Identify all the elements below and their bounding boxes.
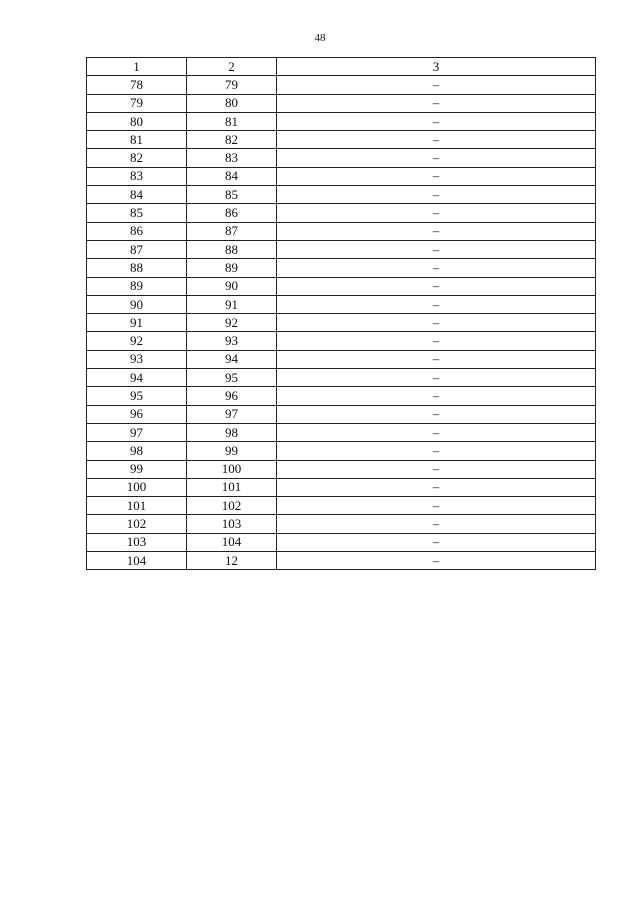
table-row: [87, 369, 596, 387]
table-row: [87, 442, 596, 460]
table-cell: 87: [187, 222, 277, 240]
table-cell: 104: [87, 552, 187, 570]
table-cell: 95: [87, 387, 187, 405]
table-row: [87, 314, 596, 332]
table-cell: 101: [187, 478, 277, 496]
table-cell: –: [277, 387, 596, 405]
table-cell: 12: [187, 552, 277, 570]
table-cell: –: [277, 76, 596, 94]
table-row: [87, 94, 596, 112]
table-cell: 98: [187, 423, 277, 441]
table-cell: 102: [87, 515, 187, 533]
table-cell: –: [277, 131, 596, 149]
table-cell: 84: [87, 186, 187, 204]
table-row: [87, 460, 596, 478]
table-row: [87, 186, 596, 204]
table-cell: –: [277, 369, 596, 387]
table-cell: 91: [87, 314, 187, 332]
table-cell: –: [277, 405, 596, 423]
table-cell: –: [277, 259, 596, 277]
table-cell: 89: [187, 259, 277, 277]
table-cell: 85: [87, 204, 187, 222]
table-cell: 80: [87, 112, 187, 130]
table-cell: 97: [187, 405, 277, 423]
table-cell: 90: [187, 277, 277, 295]
table-cell: –: [277, 204, 596, 222]
table-row: [87, 76, 596, 94]
table-row: [87, 277, 596, 295]
table-cell: –: [277, 533, 596, 551]
table-row: [87, 167, 596, 185]
table-cell: 87: [87, 240, 187, 258]
table-cell: 83: [187, 149, 277, 167]
table-cell: 79: [87, 94, 187, 112]
table-cell: 85: [187, 186, 277, 204]
table-cell: 89: [87, 277, 187, 295]
table-row: [87, 405, 596, 423]
table-cell: –: [277, 149, 596, 167]
table-cell: –: [277, 314, 596, 332]
table-cell: 86: [87, 222, 187, 240]
table-row: [87, 259, 596, 277]
column-header: 3: [277, 58, 596, 76]
table-row: [87, 222, 596, 240]
table-cell: 83: [87, 167, 187, 185]
table-cell: 103: [87, 533, 187, 551]
page-number: 48: [314, 32, 326, 44]
table-cell: –: [277, 186, 596, 204]
table-row: [87, 478, 596, 496]
table-cell: –: [277, 552, 596, 570]
table-cell: 88: [187, 240, 277, 258]
table-cell: 93: [87, 350, 187, 368]
column-header: 2: [187, 58, 277, 76]
table-cell: –: [277, 277, 596, 295]
table-row: [87, 149, 596, 167]
table-cell: 103: [187, 515, 277, 533]
table-cell: 90: [87, 295, 187, 313]
table-cell: –: [277, 332, 596, 350]
table-cell: –: [277, 423, 596, 441]
table-row: [87, 204, 596, 222]
table-cell: 78: [87, 76, 187, 94]
table-cell: –: [277, 295, 596, 313]
table-cell: 99: [187, 442, 277, 460]
table-row: [87, 515, 596, 533]
table-cell: 92: [187, 314, 277, 332]
table-cell: 79: [187, 76, 277, 94]
table-cell: –: [277, 94, 596, 112]
table-cell: –: [277, 442, 596, 460]
table-cell: 81: [187, 112, 277, 130]
table-cell: 102: [187, 497, 277, 515]
table-row: [87, 387, 596, 405]
table-cell: 99: [87, 460, 187, 478]
table-cell: 82: [87, 149, 187, 167]
table-cell: 101: [87, 497, 187, 515]
table-body: [87, 76, 596, 570]
table-cell: –: [277, 460, 596, 478]
column-header: 1: [87, 58, 187, 76]
table-row: [87, 552, 596, 570]
table-cell: –: [277, 478, 596, 496]
table-row: [87, 350, 596, 368]
table-row: [87, 533, 596, 551]
table-cell: 81: [87, 131, 187, 149]
table-cell: –: [277, 497, 596, 515]
table-cell: 82: [187, 131, 277, 149]
table-cell: 95: [187, 369, 277, 387]
table-cell: 88: [87, 259, 187, 277]
table-cell: –: [277, 167, 596, 185]
table-cell: –: [277, 350, 596, 368]
table-row: [87, 423, 596, 441]
table-cell: 100: [187, 460, 277, 478]
table-row: [87, 497, 596, 515]
table-row: [87, 295, 596, 313]
table-cell: 84: [187, 167, 277, 185]
table-cell: 93: [187, 332, 277, 350]
table-cell: 94: [87, 369, 187, 387]
table-row: [87, 112, 596, 130]
table-cell: 94: [187, 350, 277, 368]
table-cell: –: [277, 240, 596, 258]
table-cell: –: [277, 112, 596, 130]
table-cell: –: [277, 515, 596, 533]
table-cell: 92: [87, 332, 187, 350]
table-cell: 98: [87, 442, 187, 460]
table-header-row: [87, 58, 596, 76]
table-cell: 96: [187, 387, 277, 405]
table-row: [87, 240, 596, 258]
table-row: [87, 131, 596, 149]
table-cell: 104: [187, 533, 277, 551]
table-cell: 86: [187, 204, 277, 222]
table-cell: 91: [187, 295, 277, 313]
table-cell: 97: [87, 423, 187, 441]
data-table: [86, 57, 596, 570]
table-cell: 96: [87, 405, 187, 423]
table-cell: 80: [187, 94, 277, 112]
table-row: [87, 332, 596, 350]
table-cell: 100: [87, 478, 187, 496]
table-cell: –: [277, 222, 596, 240]
